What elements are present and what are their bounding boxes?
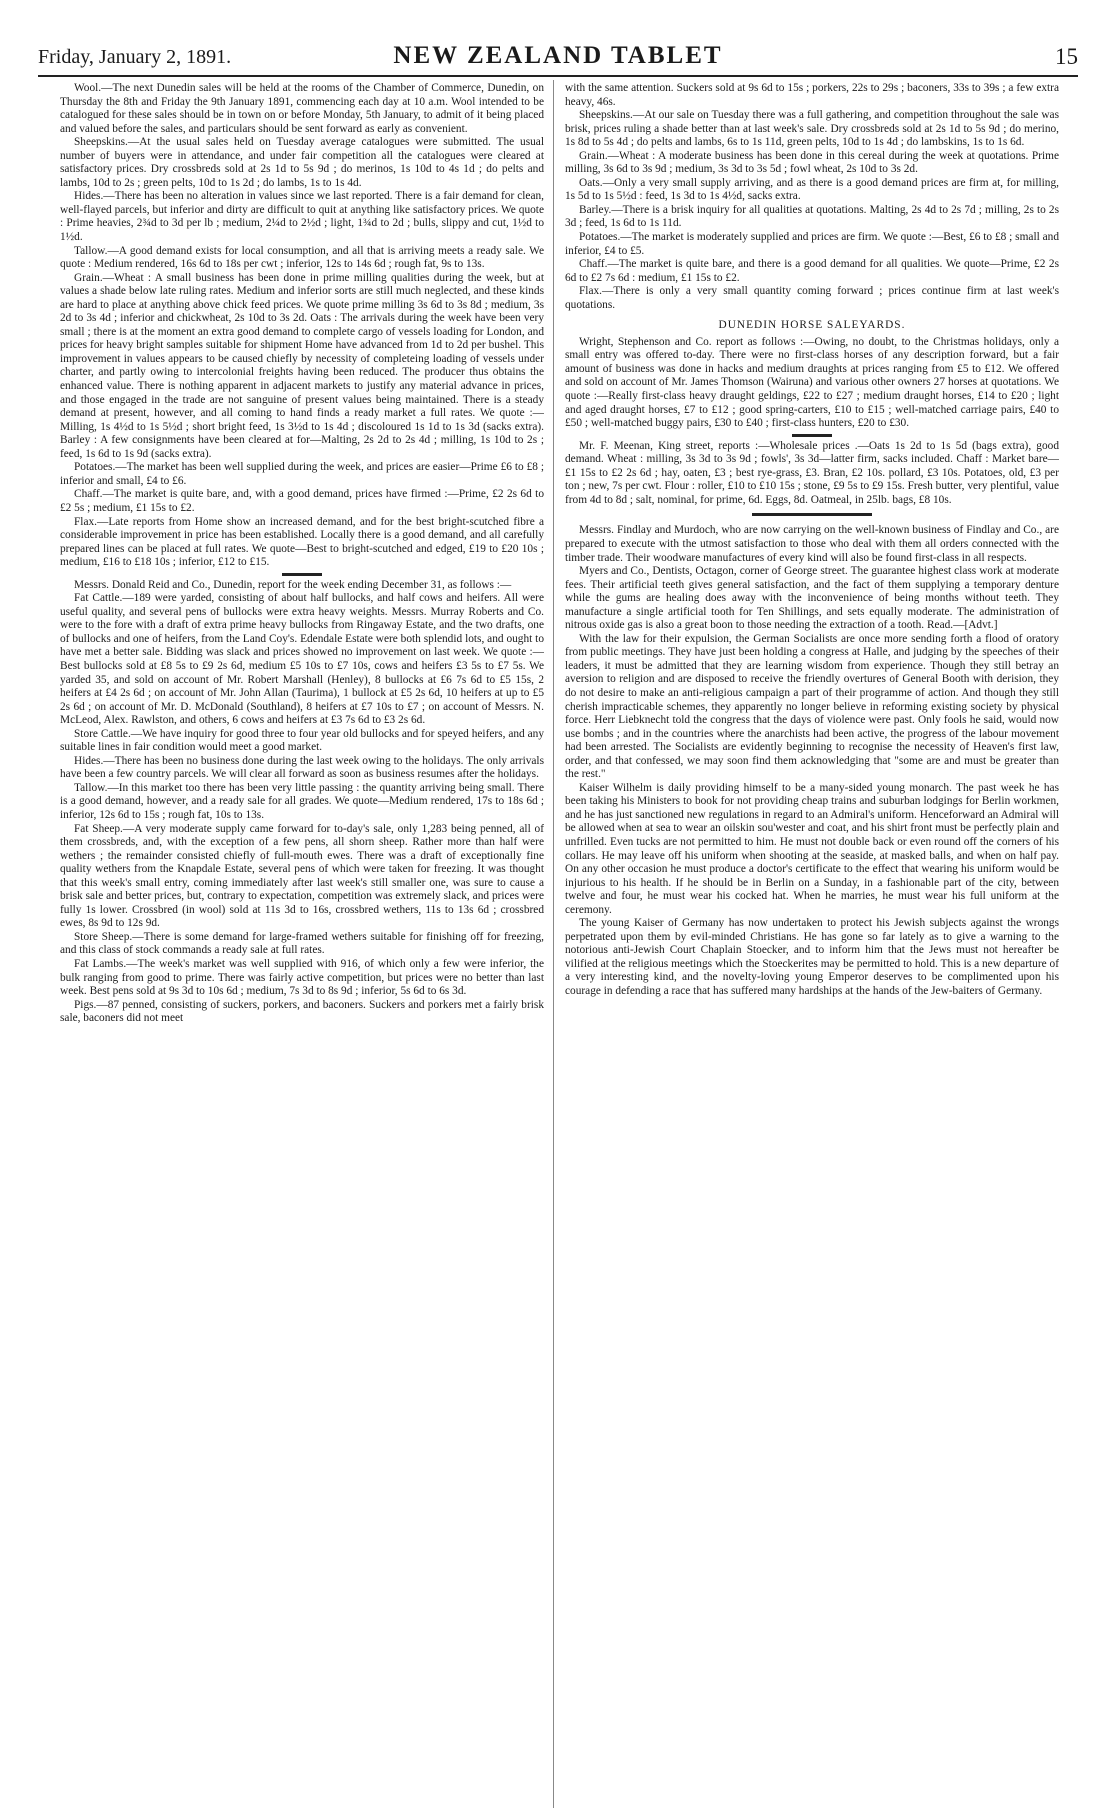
header-rule: [38, 75, 1078, 77]
flax-paragraph: Flax.—Late reports from Home show an increased demand, and for the best bright-scutched fibre a considerable improvement in price has been established. Locally there is a good demand, and all carefully prepared lines can be placed at full rates. We quote—Best to bright-scutched and edged, £19 to £20 10s ; medium, £16 to £18 10s ; inferior, £12 to £15.: [60, 515, 544, 569]
kaiser-jewish-subjects-article: The young Kaiser of Germany has now undertaken to protect his Jewish subjects against the wrongs perpetrated upon them by evil-minded Christians. He has gone so far lately as to give a warning to the notorious anti-Jewish Court Chaplain Stoecker, and to inform him that the Jews must not hereafter be vilified at the religious meetings which the Stoeckerites may be permitted to hold. This is a new departure of a very interesting kind, and the novelty-loving young Emperor deserves to be complimented upon his courage in defending a race that has suffered many hardships at the hands of the Jew-baiters of Germany.: [565, 917, 1059, 997]
hides-paragraph: Hides.—There has been no alteration in values since we last reported. There is a fair demand for clean, well-flayed parcels, but inferior and dirty are difficult to quit at anything like satisfactory prices. We quote : Prime heavies, 2¾d to 3d per lb ; medium, 2¼d to 2½d ; light, 1¾d to 2d ; bulls, slippy and cut, 1½d to 1½d.: [60, 190, 544, 244]
meenan-report: Mr. F. Meenan, King street, reports :—Wholesale prices .—Oats 1s 2d to 1s 5d (bags extra), good demand. Wheat : milling, 3s 3d to 3s 9d ; fowls', 3s 3d—latter firm, sacks included. Chaff : Market bare—£1 15s to £2 2s 6d ; hay, oaten, £3 ; best rye-grass, £3. Bran, £2 10s. pollard, £3 10s. Potatoes, old, £3 per ton ; new, 7s per cwt. Flour : roller, £10 to £10 15s ; stone, £9 5s to £9 15s. Fresh butter, very plentiful, value from 4d to 8d ; salt, nominal, for prime, 6d. Eggs, 8d. Oatmeal, in 25lb. bags, £8 10s.: [565, 439, 1059, 506]
page-header: [38, 40, 1078, 70]
store-cattle-paragraph: Store Cattle.—We have inquiry for good three to four year old bullocks and for speyed heifers, and any suitable lines in fair condition would meet a good market.: [60, 727, 544, 754]
section-rule: [792, 434, 832, 437]
pigs-paragraph: Pigs.—87 penned, consisting of suckers, porkers, and baconers. Suckers and porkers met a fairly brisk sale, baconers did not meet: [60, 998, 544, 1025]
grain-paragraph-2: Grain.—Wheat : A moderate business has been done in this cereal during the week at quotations. Prime milling, 3s 6d to 3s 9d ; medium, 3s 3d to 3s 5d ; fowl wheat, 2s 10d to 3s 2d.: [565, 149, 1059, 176]
horse-saleyards-report: Wright, Stephenson and Co. report as follows :—Owing, no doubt, to the Christmas holidays, only a small entry was offered to-day. There were no first-class horses of any description forward, but a fair amount of business was done in hacks and medium draughts at prices ranging from £5 to £12. We offered and sold on account of Mr. James Thomson (Wairuna) and various other owners 27 horses at quotations. We quote :—Really first-class heavy draught geldings, £22 to £27 ; medium draught horses, £14 to £20 ; light and aged draught horses, £7 to £12 ; good spring-carters, £10 to £15 ; well-matched carriage pairs, £40 to £50 ; well-matched buggy pairs, £30 to £40 ; first-class hunters, £20 to £30.: [565, 335, 1059, 430]
wool-paragraph: Wool.—The next Dunedin sales will be held at the rooms of the Chamber of Commerce, Dunedin, on Thursday the 8th and Friday the 9th January 1891, commencing each day at 10 a.m. Wool intended to be catalogued for these sales should be in town on or before Monday, 5th January, to admit of it being placed and valued before the sales, and particulars should be sent forward as early as convenient.: [60, 82, 544, 135]
section-rule: [282, 573, 322, 576]
horse-saleyards-heading: DUNEDIN HORSE SALEYARDS.: [718, 319, 906, 332]
newspaper-title: NEW ZEALAND TABLET: [393, 42, 723, 69]
oats-paragraph: Oats.—Only a very small supply arriving, and as there is a good demand prices are firm at, for milling, 1s 5d to 1s 5½d : feed, 1s 3d to 1s 4½d, sacks extra.: [565, 176, 1059, 203]
fat-cattle-paragraph: Fat Cattle.—189 were yarded, consisting of about half bullocks, and half cows and heifers. All were useful quality, and several pens of bullocks were extra heavy weights. Messrs. Murray Roberts and Co. were to the fore with a draft of extra prime heavy bullocks from Ringaway Estate, and the two drafts, one of bullocks and one of heifers, from the Land Coy's. Edendale Estate were both splendid lots, and ought to have met a better sale. Bidding was slack and prices showed no improvement on last week. We quote :—Best bullocks sold at £8 5s to £9 2s 6d, medium £5 10s to £7 10s, cows and heifers £3 5s to £7 5s. We yarded 35, and sold on account of Mr. Robert Marshall (Henley), 8 bullocks at £6 7s 6d to £5 15s, 2 heifers at £4 2s 6d ; on account of Mr. John Allan (Taurima), 1 bullock at £5 2s 6d, 10 heifers at up to £5 2s 6d ; on account of Mr. D. McDonald (Southland), 8 heifers at £7 10s to £7 ; on account of Messrs. N. McLeod, Alex. Rawlston, and others, 6 cows and heifers at £3 7s 6d to £3 2s 6d.: [60, 592, 544, 727]
column-divider: [553, 80, 554, 1808]
tallow-paragraph-2: Tallow.—In this market too there has been very little passing : the quantity arriving being small. There is a good demand, however, and a ready sale for all grades. We quote—Medium rendered, 17s to 18s 6d ; inferior, 12s 6d to 15s ; rough fat, 10s to 13s.: [60, 781, 544, 821]
page-number: 15: [1055, 44, 1078, 69]
hides-paragraph-2: Hides.—There has been no business done during the last week owing to the holidays. The only arrivals have been a few country parcels. We will clear all forward as soon as business resumes after the holidays.: [60, 754, 544, 781]
donald-reid-report-intro: Messrs. Donald Reid and Co., Dunedin, report for the week ending December 31, as follows :—: [74, 578, 512, 591]
left-column: [60, 82, 544, 1807]
barley-paragraph: Barley.—There is a brisk inquiry for all qualities at quotations. Malting, 2s 4d to 2s 7d ; milling, 2s to 2s 3d ; feed, 1s 6d to 1s 11d.: [565, 203, 1059, 230]
potatoes-paragraph-2: Potatoes.—The market is moderately supplied and prices are firm. We quote :—Best, £6 to £8 ; small and inferior, £4 to £5.: [565, 231, 1059, 257]
pigs-continued-paragraph: with the same attention. Suckers sold at 9s 6d to 15s ; porkers, 22s to 29s ; baconers, 33s to 39s ; a few extra heavy, 46s.: [565, 82, 1059, 108]
fat-lambs-paragraph: Fat Lambs.—The week's market was well supplied with 916, of which only a few were inferior, the bulk ranging from good to prime. There was fairly active competition, but prices were no better than last week. Best pens sold at 9s 3d to 10s 6d ; medium, 7s 3d to 8s 9d ; inferior, 5s 6d to 6s 3d.: [60, 958, 544, 998]
section-rule-long: [752, 513, 872, 516]
chaff-paragraph: Chaff.—The market is quite bare, and, with a good demand, prices have firmed :—Prime, £2 2s 6d to £2 5s ; medium, £1 15s to £2.: [60, 488, 544, 514]
sheepskins-paragraph: Sheepskins.—At the usual sales held on Tuesday average catalogues were submitted. The usual number of buyers were in attendance, and under fair competition all the catalogues were cleared at satisfactory prices. Dry crossbreds sold at 2s 1d to 5s 9d ; do merinos, 1s 10d to 4s 1d ; do pelts and lambs, 10d to 2s ; green pelts, 10d to 1s 2d ; do lambs, 1s to 1s 4d.: [60, 136, 544, 189]
sheepskins-paragraph-2: Sheepskins.—At our sale on Tuesday there was a full gathering, and competition throughout the sale was brisk, prices ruling a shade better than at last week's sale. Dry crossbreds sold at 2s 1d to 5s 9d ; do merino, 1s 8d to 5s 4d ; do pelts and lambs, 6s to 1s 11d, green pelts, 10d to 1s 4d ; do lambskins, 1s to 1s 6d.: [565, 109, 1059, 149]
findlay-murdoch-notice: Messrs. Findlay and Murdoch, who are now carrying on the well-known business of Findlay and Co., are prepared to execute with the utmost satisfaction to those who deal with them all orders connected with the timber trade. Their woodware manufactures of every kind will also be found first-class in all respects.: [565, 524, 1059, 564]
flax-paragraph-2: Flax.—There is only a very small quantity coming forward ; prices continue firm at last week's quotations.: [565, 285, 1059, 311]
chaff-paragraph-2: Chaff.—The market is quite bare, and there is a good demand for all qualities. We quote—Prime, £2 2s 6d to £2 7s 6d : medium, £1 15s to £2.: [565, 258, 1059, 284]
tallow-paragraph: Tallow.—A good demand exists for local consumption, and all that is arriving meets a ready sale. We quote : Medium rendered, 16s 6d to 18s per cwt ; inferior, 12s to 14s 6d ; rough fat, 9s to 13s.: [60, 244, 544, 271]
fat-sheep-paragraph: Fat Sheep.—A very moderate supply came forward for to-day's sale, only 1,283 being penned, all of them crossbreds, and, with the exception of a few pens, all shorn sheep. Rather more than half were wethers ; the remainder consisted chiefly of full-mouth ewes. There was a draft of exceptionally fine quality wethers from the Knapdale Estate, several pens of which were taken for freezing. It was thought that this week's small entry, coming immediately after last week's still smaller one, was sure to cause a brisk sale and better prices, but, contrary to expectation, competition was extremely slack, and prices were fully 1s lower. Crossbred (in wool) sold at 11s 3d to 16s, crossbred wethers, 11s to 13s 6d ; crossbred ewes, 8s 9d to 12s 9d.: [60, 822, 544, 930]
right-column: [565, 82, 1059, 1807]
kaiser-wilhelm-article: Kaiser Wilhelm is daily providing himself to be a many-sided young monarch. The past week he has been taking his Ministers to book for not providing cheap trains and suburban lodgings for Berlin workmen, and he has just sanctioned new regulations in regard to an Admiral's uniform. Henceforward an Admiral will be allowed when at sea to wear an oilskin sou'wester and coat, and his shirt front must be perfectly plain and unfrilled. Even tucks are not permitted to him. He must not double back or even round off the corners of his collars. He may leave off his uniform when shooting at the seaside, at masked balls, and when on half pay. On any other occasion he must produce a doctor's certificate to the effect that wearing his uniform would be injurious to his health. If he should be in Berlin on a Sunday, in a fashionable part of the city, between twelve and four, he must wear his cocked hat. When he marries, he must wear his full uniform at the ceremony.: [565, 781, 1059, 916]
issue-date: Friday, January 2, 1891.: [38, 46, 232, 68]
grain-paragraph: Grain.—Wheat : A small business has been done in prime milling qualities during the week, but at values a shade below late ruling rates. Medium and inferior sorts are still much neglected, and these kinds are hard to place at anything above chick feed prices. We quote prime milling 3s 6d to 3s 8d ; medium, 3s 2d to 3s 4d ; inferior and chickwheat, 2s 10d to 3s 2d. Oats : The arrivals during the week have been very small ; there is at the moment an extra good demand to complete cargo of vessels loading for London, and prices for heavy bright samples suitable for shipment Home have advanced from 1d to 2d per bushel. This improvement in values appears to be caused chiefly by necessity of completeing loading of vessels under charter, and partly owing to intercolonial freights having been reduced. The producer thus obtains the enhanced value. There is nothing apparent in adjacent markets to justify any material advance in prices, and those engaged in the trade are not sanguine of present values being maintained. There is a steady demand at present, however, and all coming to hand finds a ready market a full rates. We quote :—Milling, 1s 4½d to 1s 5½d ; short bright feed, 1s 3½d to 1s 4d ; discoloured 1s 1d to 1s 3d (sacks extra). Barley : A few consignments have been cleared at for—Malting, 2s 2d to 2s 4d ; milling, 1s 10d to 2s ; feed, 1s 6d to 1s 9d (sacks extra).: [60, 271, 544, 460]
store-sheep-paragraph: Store Sheep.—There is some demand for large-framed wethers suitable for finishing off for freezing, and this class of stock commands a ready sale at full rates.: [60, 930, 544, 957]
potatoes-paragraph: Potatoes.—The market has been well supplied during the week, and prices are easier—Prime £6 to £8 ; inferior and small, £4 to £6.: [60, 461, 544, 487]
german-socialists-article: With the law for their expulsion, the German Socialists are once more sending forth a flood of oratory from public meetings. They have just been holding a congress at Halle, and judging by the speeches of their leaders, it must be admitted that they are learning wisdom from experience. Though they still betray an aversion to religion and are disposed to receive the friendly overtures of General Booth with derision, they do not desire to make an anti-religious campaign a part of their programme of action. And though they still cherish impracticable schemes, they apparently no longer believe in reforming existing society by physical force. Herr Liebknecht told the congress that the days of violence were past. Only fools he said, would now use bombs ; and in the countries where the anarchists had been active, the progress of the labour movement had been arrested. The Socialists are evidently beginning to recognise the necessity of Heaven's first law, order, and that confessed, we may soon find them acknowledging that "some are and must be greater than the rest.": [565, 632, 1059, 781]
myers-dentists-advert: Myers and Co., Dentists, Octagon, corner of George street. The guarantee highest class work at moderate fees. Their artificial teeth gives general satisfaction, and the fact of them supplying a temporary denture while the gums are healing does away with the inconvenience of being months without teeth. They manufacture a single artificial tooth for Ten Shillings, and sets equally moderate. The administration of nitrous oxide gas is also a great boon to those needing the extraction of a tooth. Read.—[Advt.]: [565, 565, 1059, 632]
